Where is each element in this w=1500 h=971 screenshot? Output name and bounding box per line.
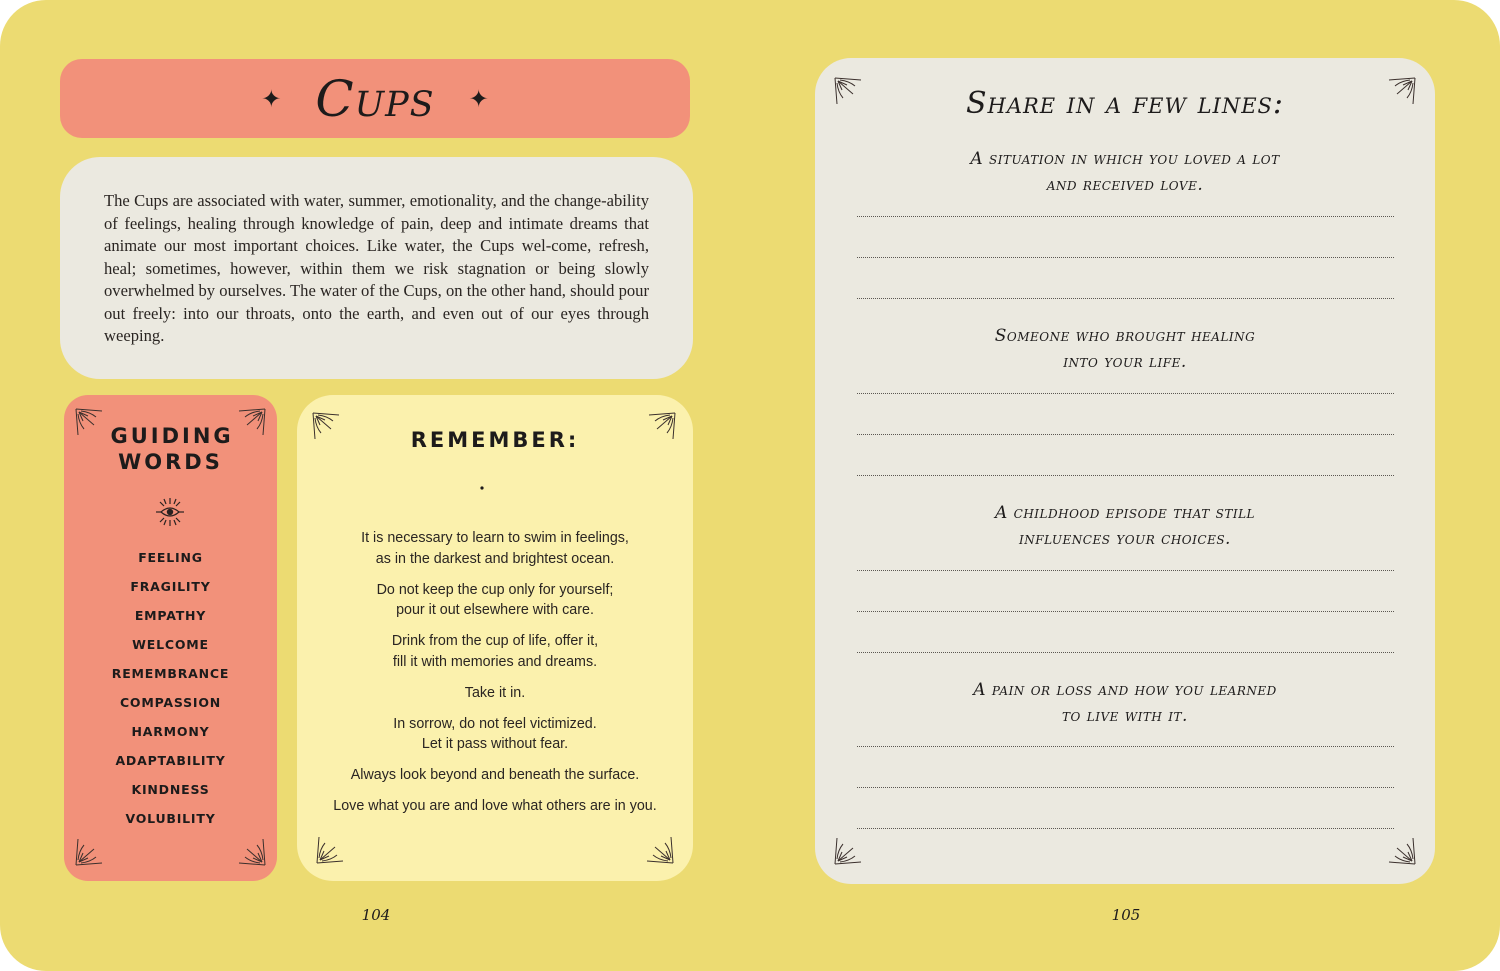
sparkle-icon: ✦ xyxy=(261,84,282,113)
remember-line: Take it in. xyxy=(464,684,526,701)
writing-line[interactable] xyxy=(857,216,1394,217)
journal-prompt: A situation in which you loved a lot and received love. xyxy=(970,149,1280,195)
share-card xyxy=(815,58,1435,884)
remember-line: Always look beyond and beneath the surface. xyxy=(350,767,640,783)
remember-lines xyxy=(297,528,693,827)
share-title: Share in a few lines: xyxy=(965,86,1285,121)
writing-line[interactable] xyxy=(857,434,1394,435)
guiding-word: WELCOME xyxy=(132,637,209,652)
journal-prompt: A childhood episode that still influences your choices. xyxy=(994,503,1256,549)
corner-ornament-icon xyxy=(1387,836,1417,866)
page-number-right: 105 xyxy=(1111,906,1141,924)
writing-line[interactable] xyxy=(857,393,1394,394)
remember-line: It is necessary to learn to swim in feelings, as in the darkest and brightest ocean. xyxy=(361,530,629,567)
remember-line: Drink from the cup of life, offer it, fill it with memories and dreams. xyxy=(391,633,599,670)
page-title: Cups xyxy=(315,69,435,128)
guiding-word: REMEMBRANCE xyxy=(111,666,230,681)
guiding-words-list xyxy=(64,548,277,838)
writing-line[interactable] xyxy=(857,257,1394,258)
guiding-word: FEELING xyxy=(138,550,203,565)
corner-ornament-icon xyxy=(315,835,345,865)
writing-line[interactable] xyxy=(857,787,1394,788)
corner-ornament-icon xyxy=(237,837,267,867)
remember-line: Do not keep the cup only for yourself; pour it out elsewhere with care. xyxy=(376,581,614,618)
writing-line[interactable] xyxy=(857,746,1394,747)
corner-ornament-icon xyxy=(833,836,863,866)
guiding-word: HARMONY xyxy=(131,724,210,739)
writing-line[interactable] xyxy=(857,475,1394,476)
crescent-moon-icon xyxy=(479,477,505,499)
intro-box xyxy=(60,157,693,379)
corner-ornament-icon xyxy=(645,835,675,865)
corner-ornament-icon xyxy=(74,837,104,867)
journal-prompt: A pain or loss and how you learned to live with it. xyxy=(973,680,1277,726)
guiding-word: VOLUBILITY xyxy=(125,811,216,826)
guiding-word: FRAGILITY xyxy=(130,579,211,594)
guiding-word: ADAPTABILITY xyxy=(115,753,226,768)
sparkle-icon: ✦ xyxy=(468,84,489,113)
intro-text: The Cups are associated with water, summer, emotionality, and the change-ability of feelings, healing through knowledge of pain, deep and intimate dreams that animate our most important choices. Like water, the Cups wel-come, refresh, heal; sometimes, however, within them we risk stagnation or being slowly overwhelmed by ourselves. The water of the Cups, on the other hand, should pour out freely: into our throats, onto the earth, and even out of our eyes through weeping. xyxy=(104,191,649,345)
title-banner xyxy=(60,59,690,138)
eye-sun-icon xyxy=(154,496,186,528)
journal-prompt: Someone who brought healing into your life. xyxy=(994,326,1256,372)
guiding-words-title xyxy=(64,423,277,475)
guiding-words-card xyxy=(64,395,277,881)
remember-line: In sorrow, do not feel victimized. Let it pass without fear. xyxy=(393,715,597,752)
guiding-word: COMPASSION xyxy=(119,695,222,710)
writing-line[interactable] xyxy=(857,652,1394,653)
guiding-word: EMPATHY xyxy=(134,608,207,623)
guiding-word: KINDNESS xyxy=(131,782,210,797)
writing-line[interactable] xyxy=(857,611,1394,612)
remember-line: Love what you are and love what others are in you. xyxy=(333,798,657,814)
page-number-left: 104 xyxy=(361,906,391,924)
guiding-words-title-text: GUIDING WORDS xyxy=(110,424,234,474)
remember-title: REMEMBER: xyxy=(410,428,580,452)
writing-line[interactable] xyxy=(857,828,1394,829)
writing-line[interactable] xyxy=(857,298,1394,299)
writing-line[interactable] xyxy=(857,570,1394,571)
remember-card xyxy=(297,395,693,881)
